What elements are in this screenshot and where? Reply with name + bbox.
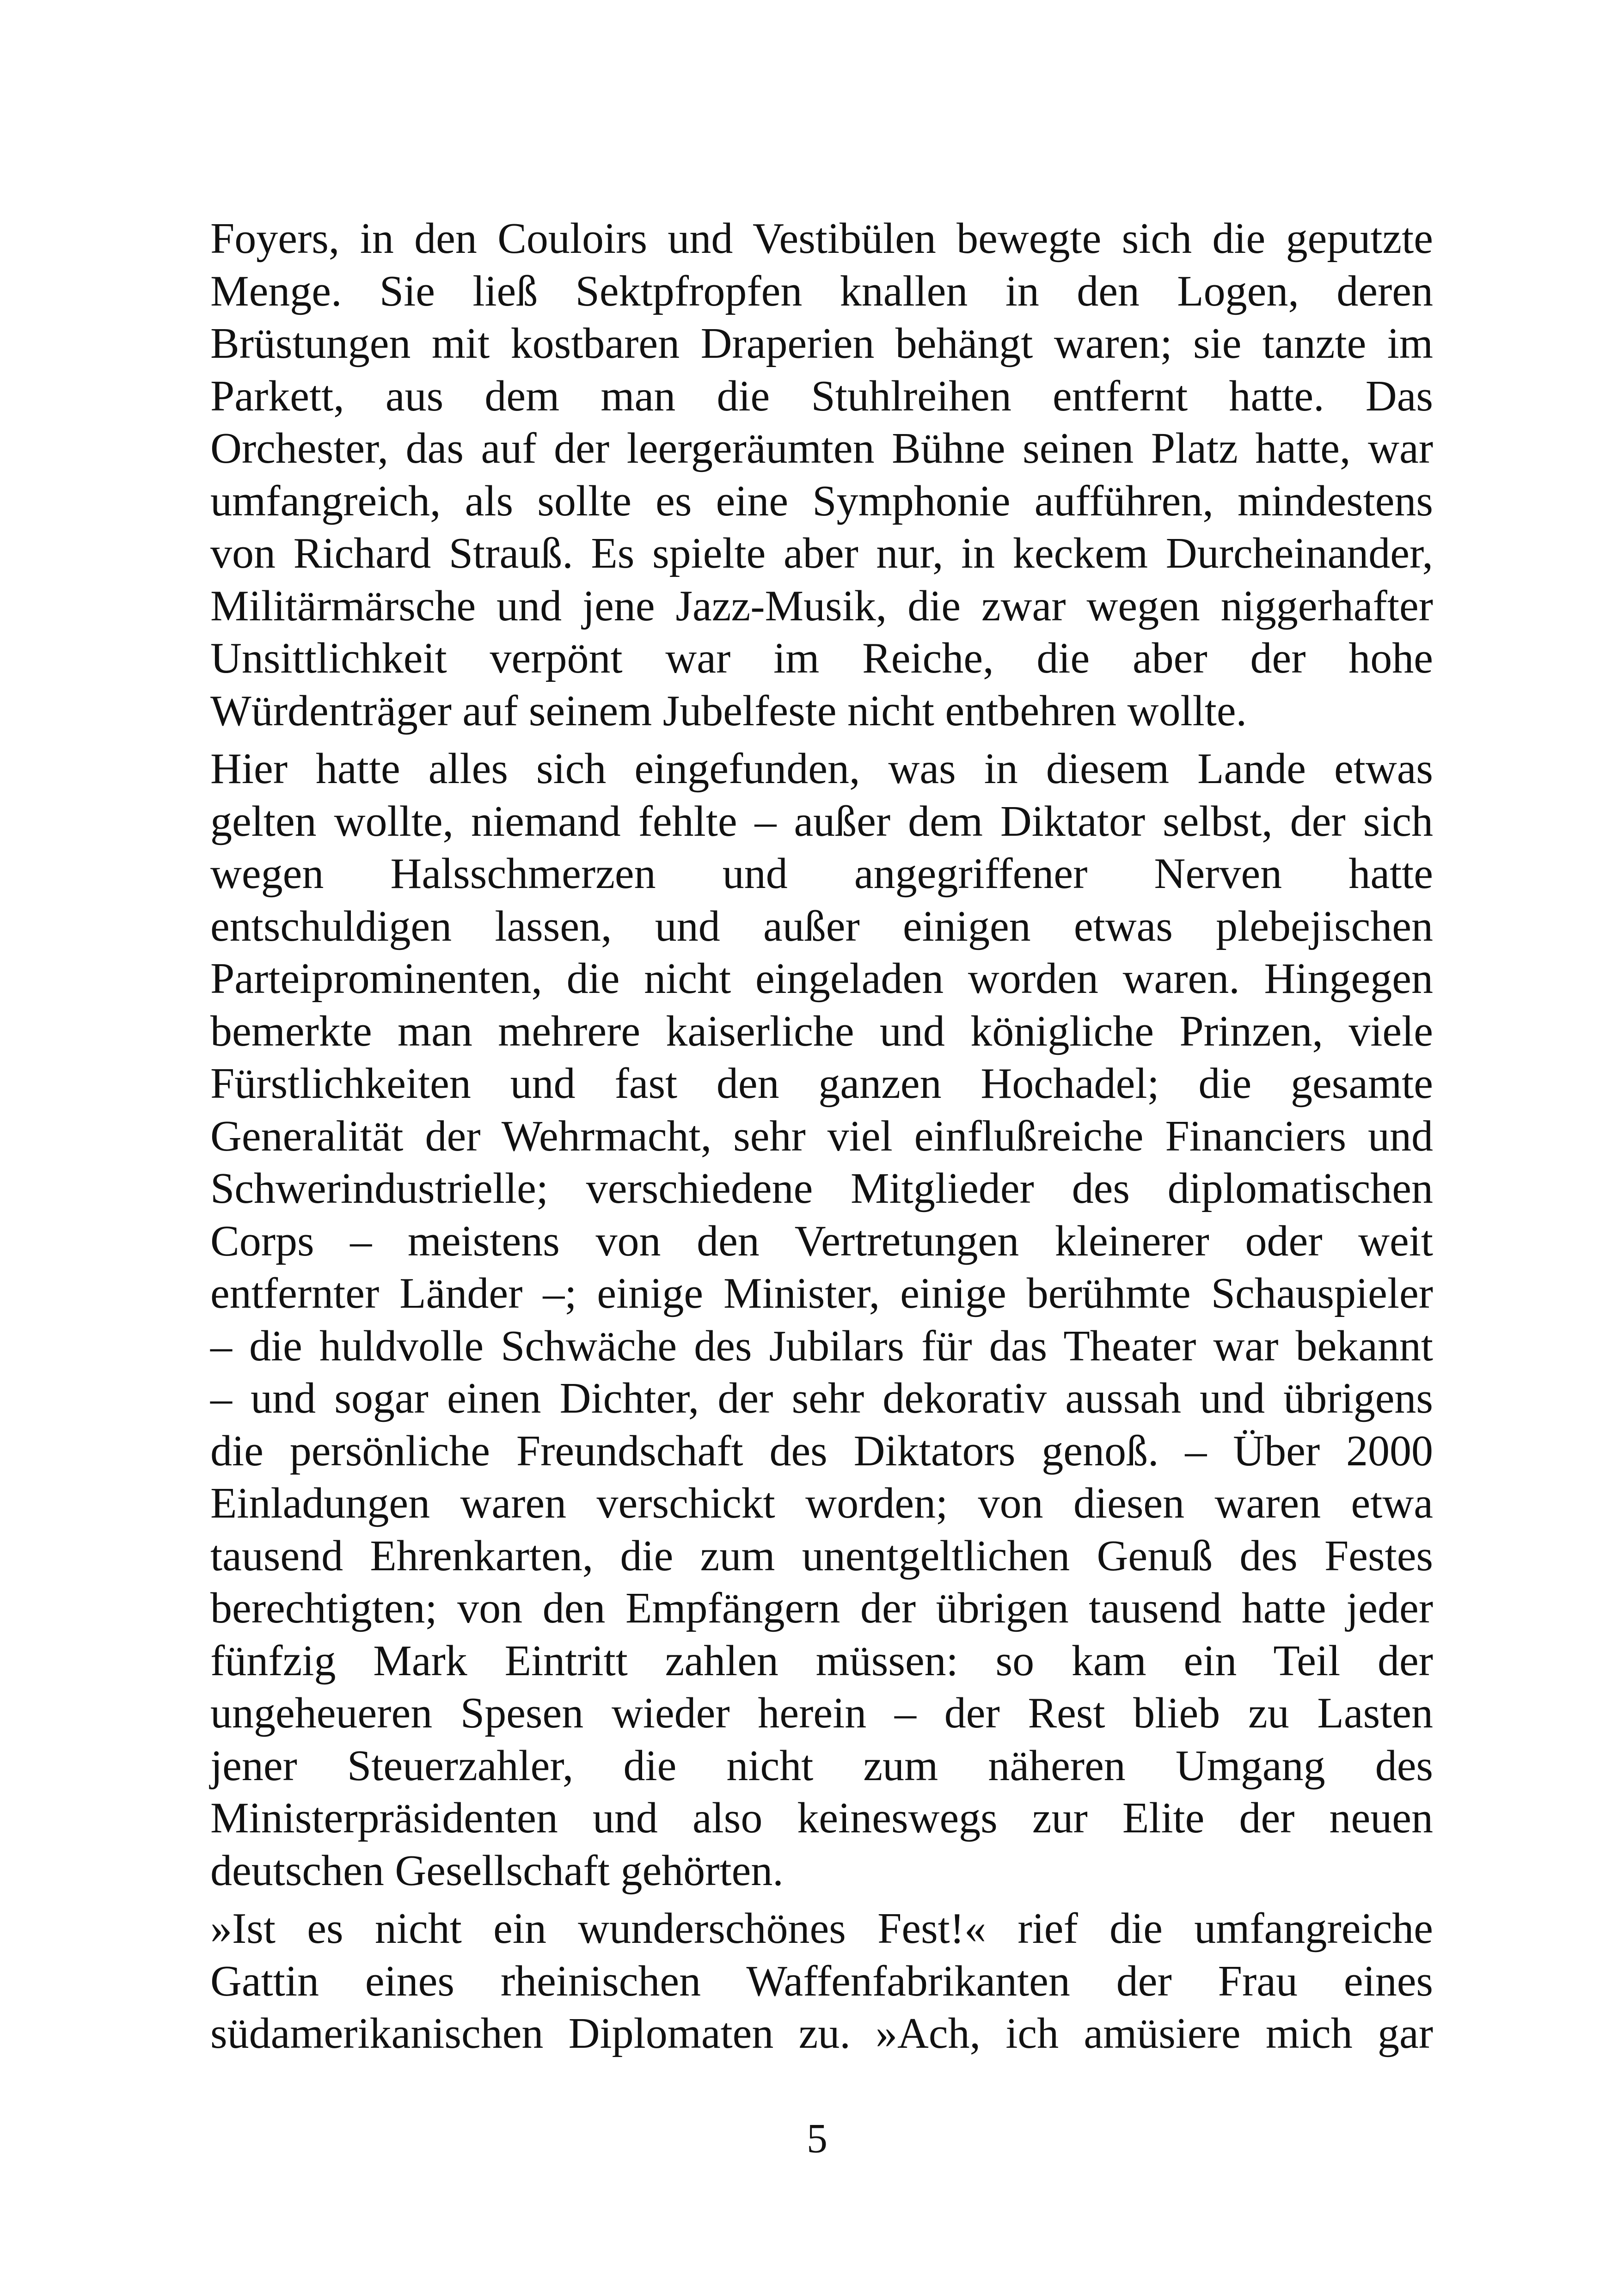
text-line: gelten wollte, niemand fehlte – außer dem Diktator selbst, der sich <box>210 797 1433 845</box>
text-line: Würdenträger auf seinem Jubelfeste nicht entbehren wollte. <box>210 686 1247 735</box>
paragraph-2 <box>210 743 1433 1897</box>
text-line: ungeheueren Spesen wieder herein – der Rest blieb zu Lasten <box>210 1689 1433 1737</box>
text-line: Militärmärsche und jene Jazz-Musik, die zwar wegen niggerhafter <box>210 582 1433 630</box>
text-line: fünfzig Mark Eintritt zahlen müssen: so kam ein Teil der <box>210 1636 1433 1685</box>
text-line: Fürstlichkeiten und fast den ganzen Hochadel; die gesamte <box>210 1059 1433 1108</box>
text-line: südamerikanischen Diplomaten zu. »Ach, ich amüsiere mich gar <box>210 2009 1433 2057</box>
text-line: umfangreich, als sollte es eine Symphonie aufführen, mindestens <box>210 477 1433 525</box>
text-line: – die huldvolle Schwäche des Jubilars für das Theater war bekannt <box>210 1322 1433 1370</box>
text-line: Schwerindustrielle; verschiedene Mitglieder des diplomatischen <box>210 1164 1433 1212</box>
text-line: Ministerpräsidenten und also keineswegs zur Elite der neuen <box>210 1794 1433 1842</box>
text-line: bemerkte man mehrere kaiserliche und königliche Prinzen, viele <box>210 1007 1433 1055</box>
text-line: Parteiprominenten, die nicht eingeladen worden waren. Hingegen <box>210 955 1433 1003</box>
text-line: Menge. Sie ließ Sektpfropfen knallen in den Logen, deren <box>210 267 1433 315</box>
text-line: wegen Halsschmerzen und angegriffener Nerven hatte <box>210 850 1433 898</box>
text-line: tausend Ehrenkarten, die zum unentgeltlichen Genuß des Festes <box>210 1531 1433 1580</box>
text-line: Unsittlichkeit verpönt war im Reiche, die aber der hohe <box>210 634 1433 682</box>
text-line: entschuldigen lassen, und außer einigen etwas plebejischen <box>210 902 1433 950</box>
text-line: Einladungen waren verschickt worden; von diesen waren etwa <box>210 1479 1433 1527</box>
paragraph-3 <box>210 1903 1433 2060</box>
text-line: – und sogar einen Dichter, der sehr dekorativ aussah und übrigens <box>210 1374 1433 1422</box>
page-number: 5 <box>807 2116 827 2161</box>
paragraph-1 <box>210 213 1433 737</box>
text-line: von Richard Strauß. Es spielte aber nur, in keckem Durcheinander, <box>210 529 1433 577</box>
text-line: Generalität der Wehrmacht, sehr viel einflußreiche Financiers und <box>210 1112 1433 1160</box>
text-line: Corps – meistens von den Vertretungen kleinerer oder weit <box>210 1217 1433 1265</box>
text-line: Parkett, aus dem man die Stuhlreihen entfernt hatte. Das <box>210 372 1433 420</box>
text-line: Hier hatte alles sich eingefunden, was in diesem Lande etwas <box>210 745 1433 793</box>
text-line: »Ist es nicht ein wunderschönes Fest!« rief die umfangreiche <box>210 1904 1433 1953</box>
body-text <box>210 213 1433 2066</box>
text-line: deutschen Gesellschaft gehörten. <box>210 1846 784 1895</box>
text-line: berechtigten; von den Empfängern der übrigen tausend hatte jeder <box>210 1584 1433 1632</box>
text-line: Orchester, das auf der leergeräumten Bühne seinen Platz hatte, war <box>210 424 1433 472</box>
text-line: jener Steuerzahler, die nicht zum näheren Umgang des <box>210 1741 1433 1790</box>
text-line: die persönliche Freundschaft des Diktators genoß. – Über 2000 <box>210 1427 1433 1475</box>
text-line: Gattin eines rheinischen Waffenfabrikanten der Frau eines <box>210 1957 1433 2005</box>
text-line: Brüstungen mit kostbaren Draperien behängt waren; sie tanzte im <box>210 319 1433 367</box>
text-line: entfernter Länder –; einige Minister, einige berühmte Schauspieler <box>210 1269 1433 1317</box>
text-line: Foyers, in den Couloirs und Vestibülen bewegte sich die geputzte <box>210 214 1433 263</box>
